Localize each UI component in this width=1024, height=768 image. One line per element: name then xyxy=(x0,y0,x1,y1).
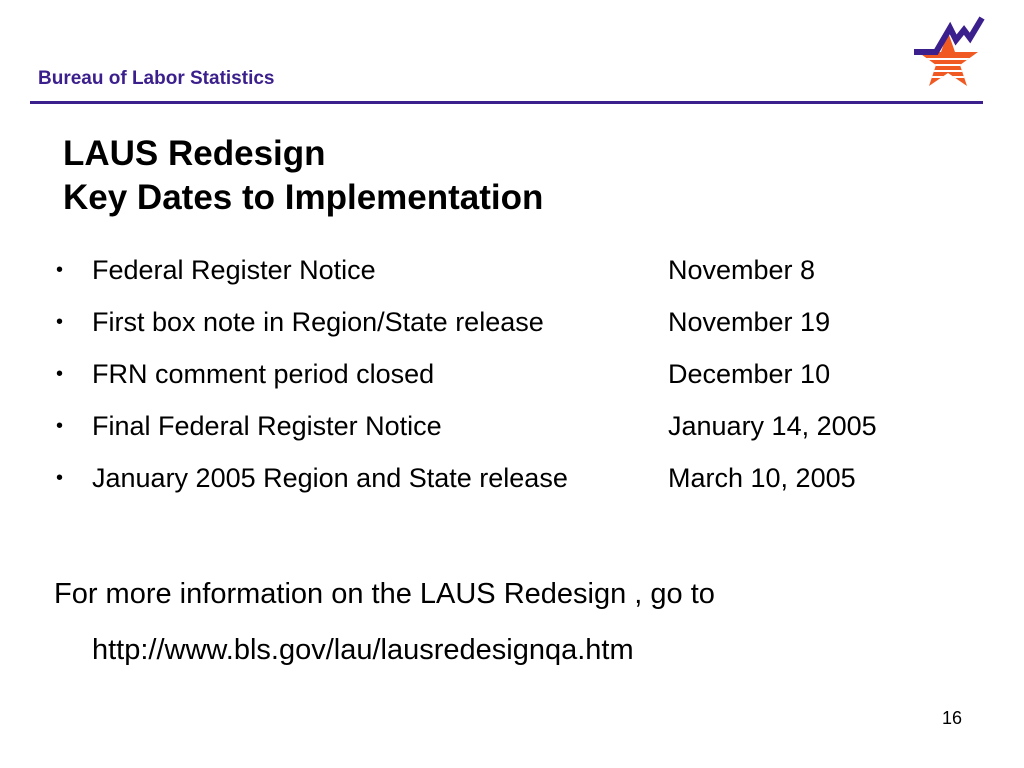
milestone-label: January 2005 Region and State release xyxy=(92,462,568,493)
list-item xyxy=(54,452,877,504)
milestone-label: FRN comment period closed xyxy=(92,358,435,389)
list-item xyxy=(54,296,877,348)
bullet-icon: • xyxy=(56,362,64,385)
bullet-icon: • xyxy=(56,310,64,333)
key-dates-list xyxy=(54,244,877,504)
title-line-1: LAUS Redesign xyxy=(63,134,326,173)
milestone-date: November 8 xyxy=(668,254,816,285)
page-number: 16 xyxy=(941,708,962,728)
bls-star-logo-icon xyxy=(910,14,986,98)
more-info-url[interactable]: http://www.bls.gov/lau/lausredesignqa.htm xyxy=(92,634,634,666)
title-line-2: Key Dates to Implementation xyxy=(63,178,544,217)
more-info-text: For more information on the LAUS Redesign , go to xyxy=(54,578,715,610)
milestone-date: March 10, 2005 xyxy=(668,462,856,493)
more-info xyxy=(54,566,715,678)
milestone-label: Final Federal Register Notice xyxy=(92,410,442,441)
milestone-date: January 14, 2005 xyxy=(668,410,877,441)
list-item xyxy=(54,348,877,400)
milestone-date: December 10 xyxy=(668,358,831,389)
bullet-icon: • xyxy=(56,414,64,437)
bullet-icon: • xyxy=(56,258,64,281)
header-divider xyxy=(30,101,983,104)
milestone-label: First box note in Region/State release xyxy=(92,306,544,337)
milestone-date: November 19 xyxy=(668,306,831,337)
slide-title xyxy=(63,132,543,220)
organization-name: Bureau of Labor Statistics xyxy=(38,68,275,89)
list-item xyxy=(54,400,877,452)
bullet-icon: • xyxy=(56,466,64,489)
milestone-label: Federal Register Notice xyxy=(92,254,376,285)
list-item xyxy=(54,244,877,296)
